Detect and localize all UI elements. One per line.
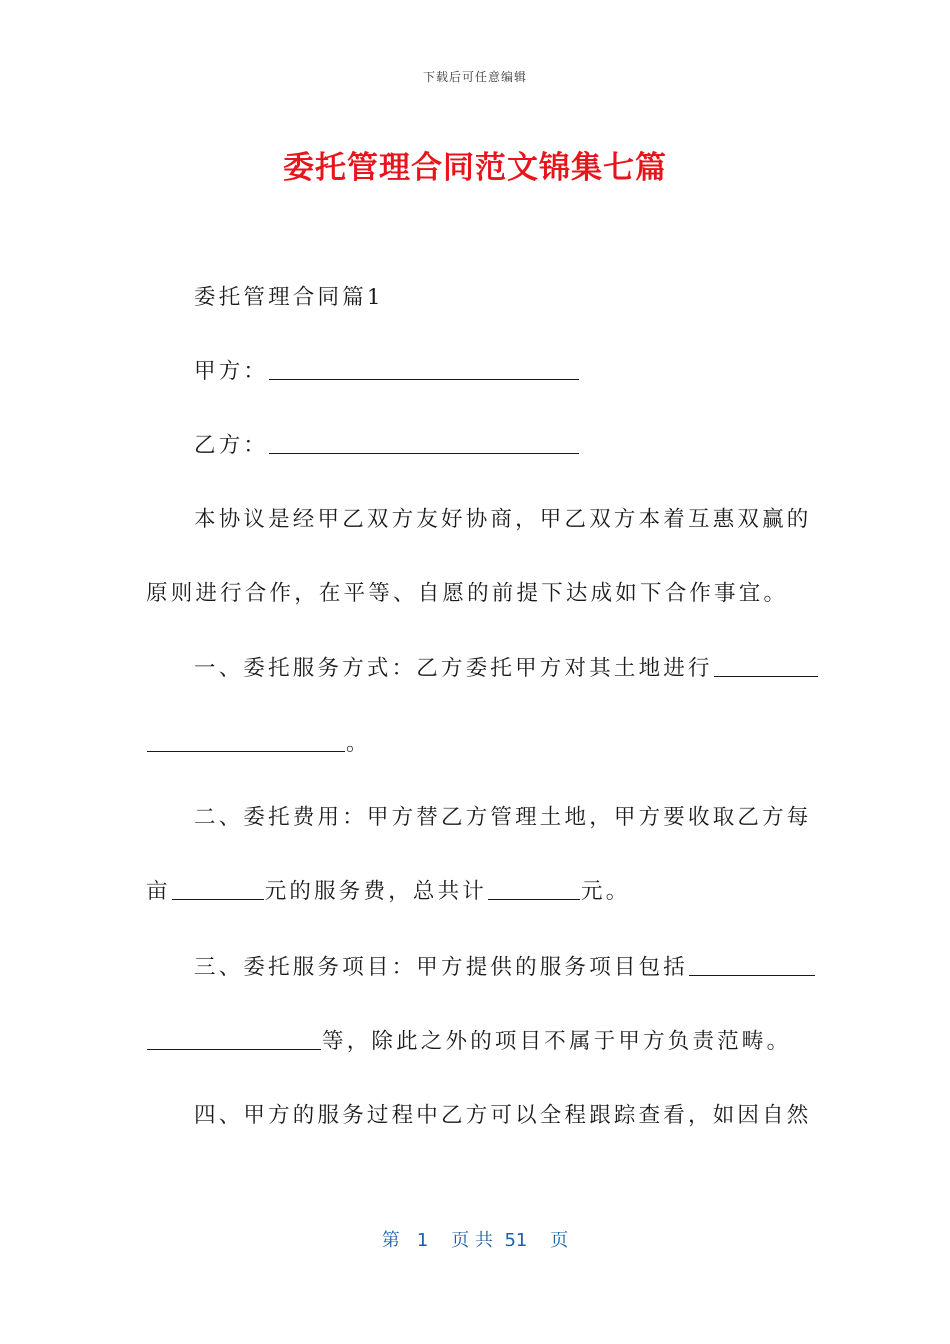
footer-total-pages: 51	[504, 1230, 528, 1251]
header-note: 下载后可任意编辑	[422, 70, 527, 84]
clause-4-line-1: 四、甲方的服务过程中乙方可以全程跟踪查看，如因自然	[194, 1103, 812, 1128]
footer-page-number: 1	[416, 1230, 429, 1251]
clause-2-blank-b	[488, 879, 580, 900]
intro-line-1: 本协议是经甲乙双方友好协商，甲乙双方本着互惠双赢的	[194, 507, 812, 532]
clause-2-text-a: 亩	[146, 879, 171, 904]
clause-3-line-2	[146, 1027, 806, 1057]
clause-1-end: 。	[346, 731, 371, 756]
footer-middle: 页 共	[451, 1230, 493, 1251]
clause-2-text-b: 元的服务费，总共计	[264, 879, 488, 904]
party-a-label: 甲方：	[194, 359, 269, 384]
party-b-line	[194, 431, 806, 461]
clause-1-blank-b	[147, 731, 345, 752]
party-a-blank	[269, 359, 579, 380]
clause-3-text: 三、委托服务项目：甲方提供的服务项目包括	[194, 955, 689, 980]
clause-2-text-c: 元。	[581, 879, 631, 904]
party-a-line	[194, 357, 806, 387]
intro-line-2: 原则进行合作，在平等、自愿的前提下达成如下合作事宜。	[146, 581, 789, 606]
clause-2-line-1: 二、委托费用：甲方替乙方管理土地，甲方要收取乙方每	[194, 805, 812, 830]
clause-3-text-end: 等，除此之外的项目不属于甲方负责范畴。	[322, 1029, 792, 1054]
clause-2-blank-a	[172, 879, 264, 900]
clause-3-blank-a	[689, 955, 815, 976]
page-footer	[0, 1226, 950, 1252]
party-b-label: 乙方：	[194, 433, 269, 458]
section-heading: 委托管理合同篇1	[194, 285, 384, 310]
footer-prefix: 第	[381, 1230, 400, 1251]
clause-1-line-2	[146, 729, 806, 759]
clause-1-line-1	[194, 654, 806, 684]
clause-1-blank-a	[714, 656, 818, 677]
party-b-blank	[269, 433, 579, 454]
clause-3-blank-b	[147, 1029, 321, 1050]
clause-1-text: 一、委托服务方式：乙方委托甲方对其土地进行	[194, 656, 713, 681]
document-title: 委托管理合同范文锦集七篇	[283, 150, 667, 186]
clause-2-line-2	[146, 877, 806, 907]
footer-suffix: 页	[550, 1230, 569, 1251]
clause-3-line-1	[194, 953, 806, 983]
